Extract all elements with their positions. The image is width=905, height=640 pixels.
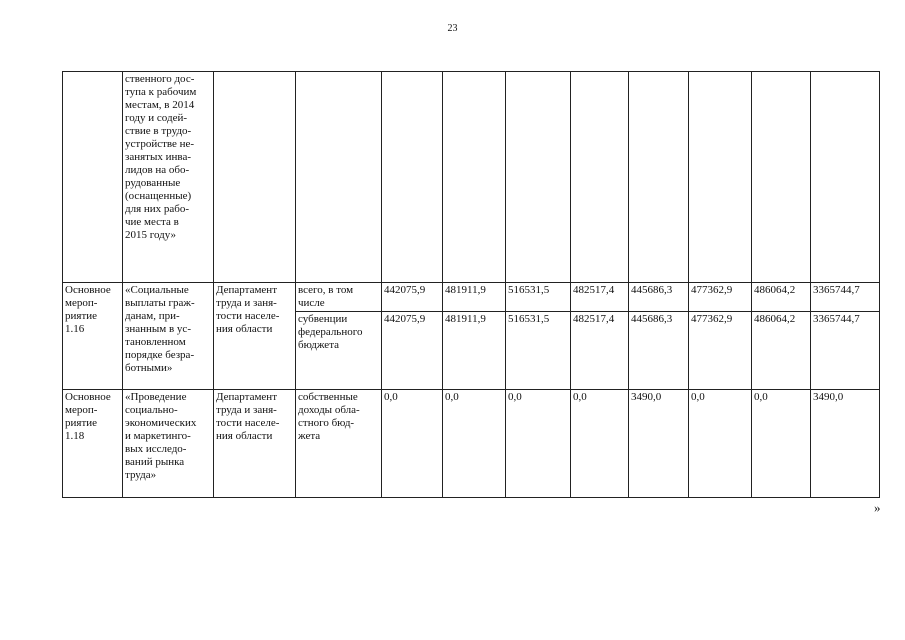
value-cell: 445686,3 [629,283,689,312]
executor-cell: Департамент труда и заня- тости населе- ния области [214,390,296,498]
value-cell: 486064,2 [752,283,811,312]
program-activities-table [62,71,880,498]
value-cell [752,72,811,283]
executor-cell [214,72,296,283]
value-cell: 0,0 [571,390,629,498]
value-cell [506,72,571,283]
value-cell: 516531,5 [506,283,571,312]
value-cell: 445686,3 [629,312,689,390]
table-row-continuation [63,72,880,283]
value-cell: 3490,0 [629,390,689,498]
value-cell: 486064,2 [752,312,811,390]
funding-source-cell: собственные доходы обла- стного бюд- жета [296,390,382,498]
value-cell: 482517,4 [571,283,629,312]
activity-number-cell: Основное мероп- риятие 1.16 [63,283,123,390]
value-cell [571,72,629,283]
value-cell [689,72,752,283]
executor-cell: Департамент труда и заня- тости населе- ния области [214,283,296,390]
activity-title-cell: ственного дос- тупа к рабочим местам, в 2014 году и содей- ствие в трудо- устройстве не- занятых инва- лидов на обо- рудованные (оснащенные) для них рабо- чие места в 2015 году» [123,72,214,283]
value-cell: 482517,4 [571,312,629,390]
funding-source-cell: всего, в том числе [296,283,382,312]
activity-title-cell: «Социальные выплаты граж- данам, при- знанным в ус- тановленном порядке безра- ботными» [123,283,214,390]
total-value-cell: 3490,0 [811,390,880,498]
value-cell [382,72,443,283]
page-number: 23 [447,23,458,34]
value-cell: 0,0 [382,390,443,498]
value-cell [443,72,506,283]
value-cell: 477362,9 [689,283,752,312]
activity-number-cell [63,72,123,283]
value-cell: 0,0 [443,390,506,498]
value-cell: 481911,9 [443,283,506,312]
value-cell: 516531,5 [506,312,571,390]
value-cell [629,72,689,283]
value-cell: 477362,9 [689,312,752,390]
table-row-activity-1-16-total [63,283,880,312]
value-cell: 0,0 [689,390,752,498]
value-cell: 0,0 [506,390,571,498]
activity-number-cell: Основное мероп- риятие 1.18 [63,390,123,498]
total-value-cell [811,72,880,283]
total-value-cell: 3365744,7 [811,283,880,312]
value-cell: 0,0 [752,390,811,498]
funding-source-cell [296,72,382,283]
table-row-activity-1-18 [63,390,880,498]
value-cell: 481911,9 [443,312,506,390]
value-cell: 442075,9 [382,312,443,390]
total-value-cell: 3365744,7 [811,312,880,390]
funding-source-cell: субвенции федерального бюджета [296,312,382,390]
activity-title-cell: «Проведение социально- экономических и маркетинго- вых исследо- ваний рынка труда» [123,390,214,498]
closing-quote-mark: » [874,500,881,515]
value-cell: 442075,9 [382,283,443,312]
